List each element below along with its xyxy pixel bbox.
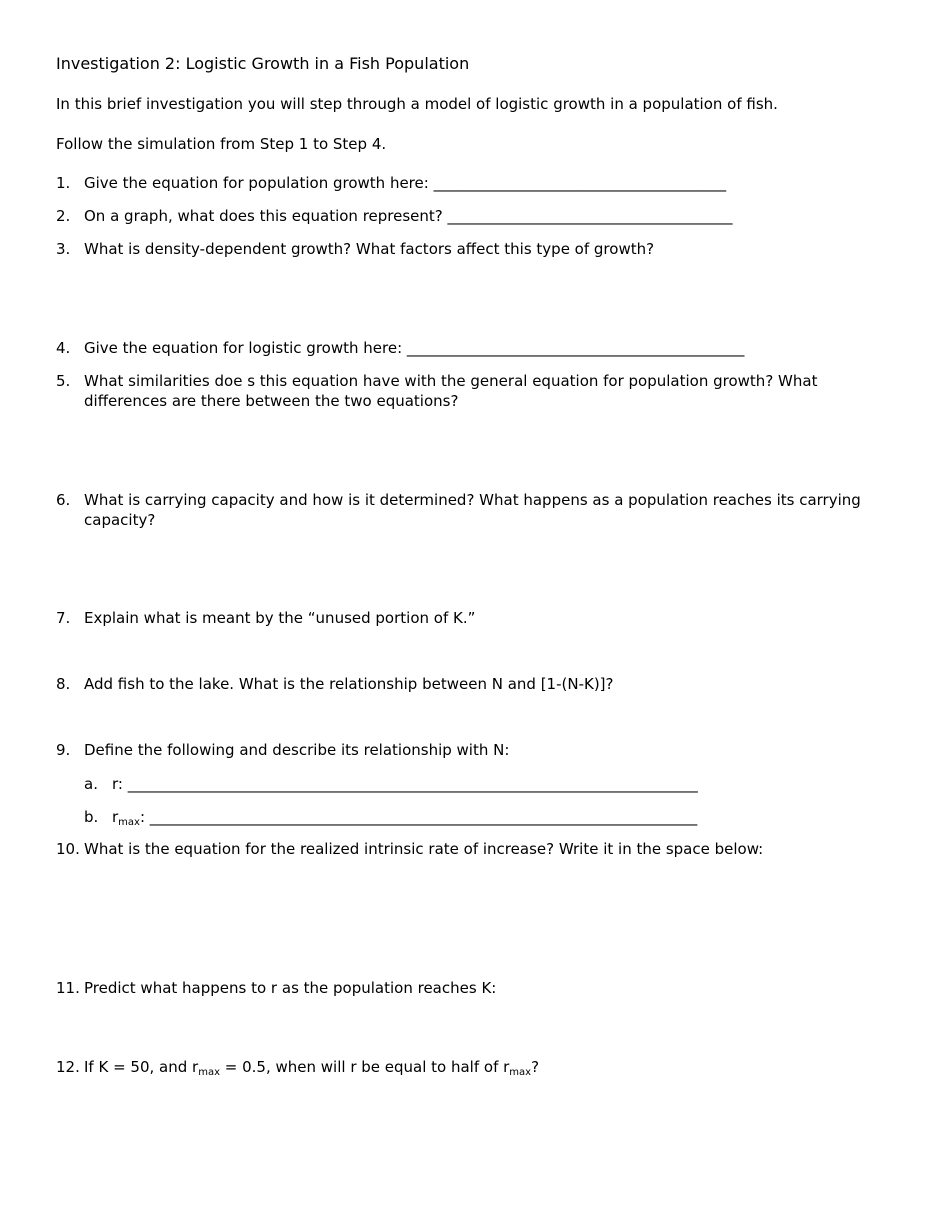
answer-blank[interactable]: ____________________________________________________________________________	[127, 775, 698, 793]
question-text-part: If K = 50, and r	[84, 1058, 199, 1076]
question-number: 3.	[56, 240, 71, 258]
subscript: max	[509, 1067, 532, 1078]
question-number: 5.	[56, 372, 71, 390]
question-text: What similarities doe s this equation have with the general equation for population growth? What differences are there between the two equations?	[84, 372, 818, 410]
question-number: 11.	[56, 979, 80, 997]
answer-blank[interactable]: _________________________________________________________________________	[149, 808, 698, 826]
question-number: 1.	[56, 174, 71, 192]
question-text: Add fish to the lake. What is the relationship between N and [1-(N-K)]?	[84, 675, 614, 693]
question-11	[56, 978, 886, 998]
question-number: 8.	[56, 675, 71, 693]
question-text: Explain what is meant by the “unused portion of K.”	[84, 609, 476, 627]
question-1	[56, 173, 886, 193]
subquestion-label: r	[112, 808, 119, 826]
question-6	[56, 490, 886, 530]
question-7	[56, 608, 886, 628]
question-5	[56, 371, 886, 411]
question-10	[56, 839, 886, 859]
question-number: 4.	[56, 339, 71, 357]
question-number: 2.	[56, 207, 71, 225]
question-text: What is density-dependent growth? What factors affect this type of growth?	[84, 240, 655, 258]
worksheet-title: Investigation 2: Logistic Growth in a Fish Population	[56, 54, 470, 73]
question-text: Predict what happens to r as the population reaches K:	[84, 979, 497, 997]
label-colon: :	[139, 808, 150, 826]
question-number: 7.	[56, 609, 71, 627]
subquestion-label: r:	[112, 775, 128, 793]
subscript: max	[118, 817, 140, 828]
question-text-part: ?	[531, 1058, 540, 1076]
question-number: 6.	[56, 491, 71, 509]
question-9	[56, 740, 886, 760]
question-text	[84, 1057, 886, 1077]
question-8	[56, 674, 886, 694]
subquestion-letter: b.	[84, 808, 99, 826]
subquestion-letter: a.	[84, 775, 98, 793]
question-4	[56, 338, 886, 358]
question-2	[56, 206, 886, 226]
subscript: max	[198, 1067, 220, 1078]
question-number: 12.	[56, 1058, 80, 1076]
question-text: Define the following and describe its relationship with N:	[84, 741, 510, 759]
question-9a	[84, 774, 864, 794]
question-text: What is carrying capacity and how is it determined? What happens as a population reaches its carrying capacity?	[84, 491, 861, 529]
question-9b	[84, 807, 864, 827]
question-12	[56, 1057, 886, 1077]
question-text: Give the equation for population growth here:	[84, 174, 434, 192]
intro-paragraph: In this brief investigation you will step through a model of logistic growth in a population of fish.	[56, 95, 778, 113]
question-number: 9.	[56, 741, 71, 759]
question-text: On a graph, what does this equation represent?	[84, 207, 448, 225]
instruction-paragraph: Follow the simulation from Step 1 to Step 4.	[56, 135, 387, 153]
question-text-part: = 0.5, when will r be equal to half of r	[220, 1058, 510, 1076]
answer-blank[interactable]: _______________________________________	[433, 174, 727, 192]
question-text: Give the equation for logistic growth here:	[84, 339, 407, 357]
question-number: 10.	[56, 840, 80, 858]
answer-blank[interactable]: _____________________________________________	[406, 339, 745, 357]
answer-blank[interactable]: ______________________________________	[447, 207, 733, 225]
question-3	[56, 239, 886, 259]
question-text: What is the equation for the realized intrinsic rate of increase? Write it in the space below:	[84, 840, 764, 858]
